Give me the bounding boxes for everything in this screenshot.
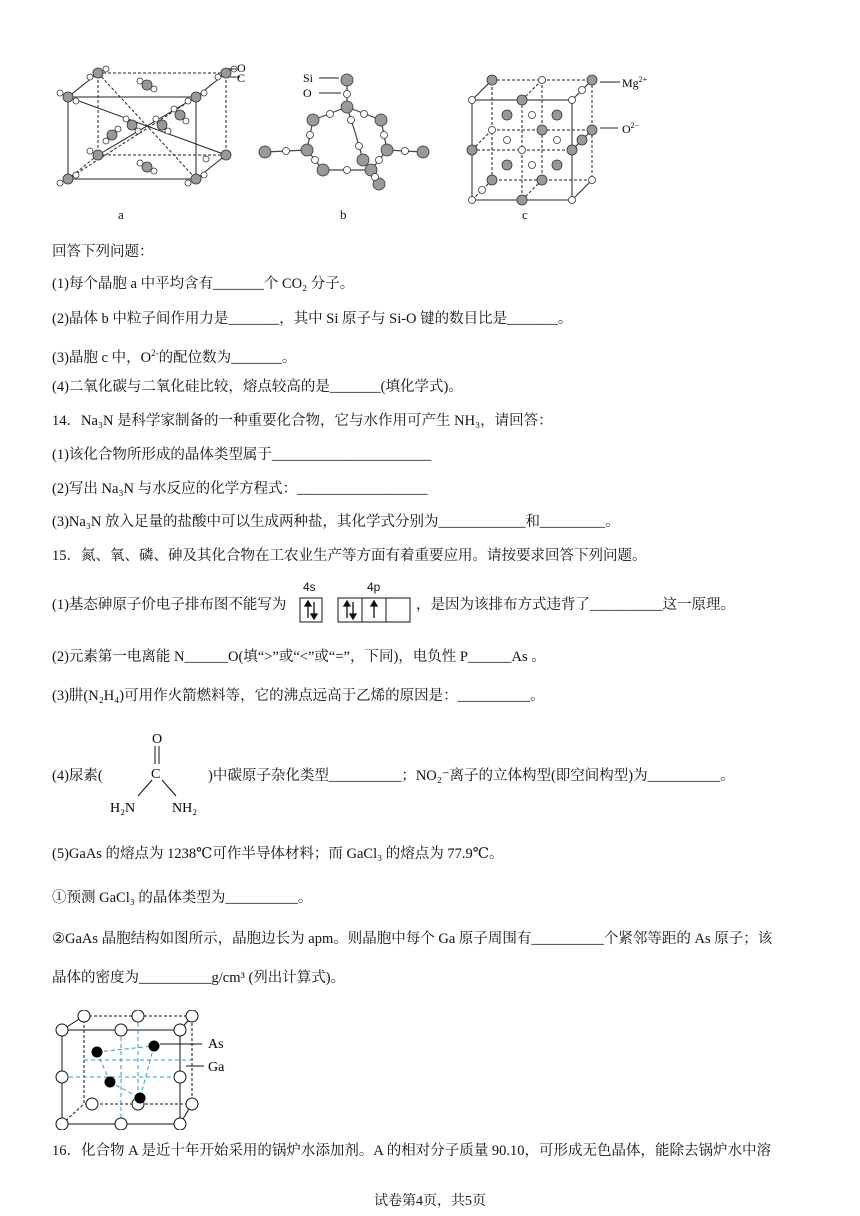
fig-b-label-O: O: [303, 86, 312, 100]
fig-b-label-Si: Si: [303, 71, 314, 85]
svg-text:C: C: [151, 767, 161, 782]
fig-c-label-Mg: $Mg^{2+}$: [622, 75, 648, 90]
q14-part3: (3)Na₃N 放入足量的盐酸中可以生成两种盐，其化学式分别为____________和_________。: [52, 514, 620, 530]
q15-part1-prefix: (1)基态砷原子价电子排布图不能写为: [52, 597, 287, 613]
crystal-cell-b-figure: [255, 62, 440, 202]
q15-part2: (2)元素第一电离能 N______O(填“>”或“<”或“=”，下同)，电负性 P______As 。: [52, 649, 546, 665]
q15-part5-2: ②GaAs 晶胞结构如图所示，晶胞边长为 apm。则晶胞中每个 Ga 原子周围有__________个紧邻等距的 As 原子；该: [52, 931, 773, 947]
q15-stem: 15．氮、氧、磷、砷及其化合物在工农业生产等方面有着重要应用。请按要求回答下列问题。: [52, 548, 647, 564]
svg-text:O: O: [152, 732, 163, 747]
q15-part1-suffix: ，是因为该排布方式违背了__________这一原理。: [416, 597, 735, 613]
q15-part4-prefix: (4)尿素(: [52, 768, 103, 784]
fig-a-label-C: C: [237, 71, 246, 85]
page-footer: 试卷第4页，共5页: [374, 1194, 486, 1209]
q15-part5: (5)GaAs 的熔点为 1238℃可作半导体材料；而 GaCl₃ 的熔点为 77.9℃。: [52, 846, 504, 862]
fig-b-caption: b: [340, 207, 347, 222]
q14-part2: (2)写出 Na₃N 与水反应的化学方程式：__________________: [52, 481, 428, 497]
gaas-cell-figure: [52, 1010, 252, 1130]
crystal-cell-a-figure: [50, 55, 260, 200]
fig-a-caption: a: [118, 207, 124, 222]
q13-part2: (2)晶体 b 中粒子间作用力是_______，其中 Si 原子与 Si-O 键的数目比是_______。: [52, 311, 573, 327]
fig-a-label-O: O: [237, 61, 246, 75]
crystal-cell-c-figure: [462, 62, 672, 207]
q13-part1: (1)每个晶胞 a 中平均含有_______个 CO₂ 分子。: [52, 276, 355, 292]
svg-text:H₂N: H₂N: [110, 801, 136, 816]
fig-c-label-O: $O^{2-}$: [622, 121, 640, 136]
q13-part3: (3)晶胞 c 中，$O^{2-}$的配位数为_______。: [52, 348, 297, 366]
orbital-4s-label: 4s: [303, 580, 316, 594]
svg-text:Ga: Ga: [208, 1060, 225, 1075]
q15-part5-1: ①预测 GaCl₃ 的晶体类型为__________。: [52, 890, 313, 906]
svg-text:NH₂: NH₂: [172, 801, 198, 816]
q13-part4: (4)二氧化碳与二氧化硅比较，熔点较高的是_______(填化学式)。: [52, 379, 463, 395]
urea-structure: [100, 728, 210, 820]
q14-stem: 14．Na₃N 是科学家制备的一种重要化合物，它与水作用可产生 NH₃，请回答：: [52, 413, 553, 429]
svg-text:As: As: [208, 1037, 224, 1052]
q14-part1: (1)该化合物所形成的晶体类型属于______________________: [52, 447, 432, 463]
q16-stem: 16．化合物 A 是近十年开始采用的锅炉水添加剂。A 的相对分子质量 90.10，可形成无色晶体，能除去锅炉水中溶: [52, 1143, 771, 1159]
fig-c-caption: c: [522, 207, 528, 222]
q15-part3: (3)肼(N₂H₄)可用作火箭燃料等，它的沸点远高于乙烯的原因是：__________。: [52, 688, 545, 704]
orbital-4p-label: 4p: [367, 580, 381, 594]
q15-part4-suffix: )中碳原子杂化类型__________；NO₂⁻离子的立体构型(即空间构型)为__________。: [208, 768, 735, 784]
q15-part5-2b: 晶体的密度为__________g/cm³ (列出计算式)。: [52, 970, 346, 986]
intro-text: 回答下列问题：: [52, 244, 154, 260]
